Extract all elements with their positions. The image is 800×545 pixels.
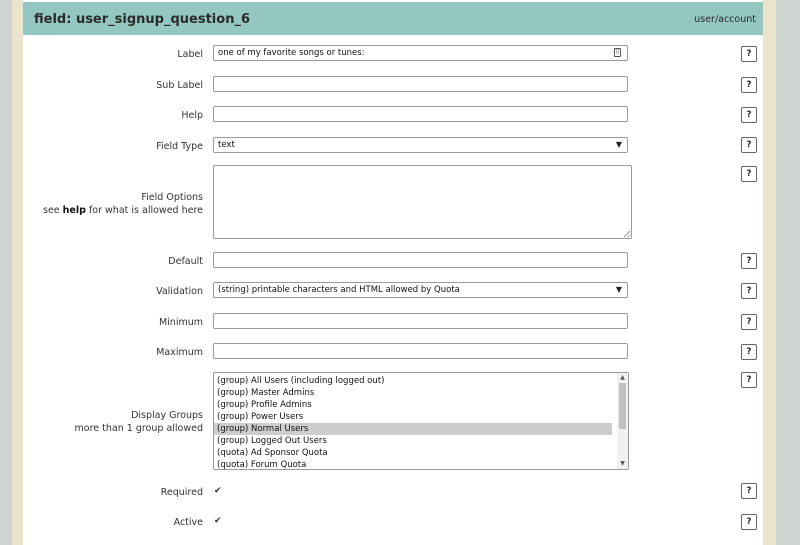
label-help-button[interactable]: ? (741, 46, 757, 62)
page-title: field: user_signup_question_6 (34, 12, 250, 27)
field-type-label: Field Type (156, 141, 203, 152)
validation-label: Validation (156, 286, 203, 297)
list-item[interactable]: (group) Profile Admins (217, 400, 312, 410)
maximum-help-button[interactable]: ? (741, 344, 757, 360)
sub-label-input[interactable] (213, 76, 628, 92)
active-checkbox[interactable]: ✔ (214, 516, 222, 526)
display-groups-label-text: Display Groups (131, 410, 203, 421)
scroll-up-icon[interactable]: ▲ (620, 374, 625, 381)
field-editor-panel (23, 0, 763, 545)
maximum-input[interactable] (213, 343, 628, 359)
field-options-help-link[interactable]: help (62, 205, 86, 216)
minimum-input[interactable] (213, 313, 628, 329)
field-options-label (43, 191, 203, 217)
label-field-label: Label (177, 49, 203, 60)
breadcrumb[interactable]: user/account (694, 14, 756, 25)
field-type-value: text (218, 140, 235, 150)
display-groups-note: more than 1 group allowed (74, 423, 203, 434)
field-type-select[interactable] (213, 137, 628, 153)
list-item[interactable]: (group) Master Admins (217, 388, 315, 398)
listbox-scrollbar[interactable] (617, 373, 628, 469)
sub-label-help-button[interactable]: ? (741, 77, 757, 93)
dropdown-arrow-icon: ▼ (615, 285, 622, 294)
list-item[interactable]: (quota) Forum Quota (217, 460, 307, 470)
keyboard-icon[interactable]: ⠿ (615, 49, 620, 56)
required-label: Required (160, 487, 203, 498)
default-label: Default (168, 256, 203, 267)
list-item-selected[interactable]: (group) Normal Users (214, 423, 612, 435)
display-groups-help-button[interactable]: ? (741, 372, 757, 388)
active-label: Active (173, 517, 203, 528)
help-input[interactable] (213, 106, 628, 122)
label-input-value: one of my favorite songs or tunes: (218, 48, 365, 58)
minimum-label: Minimum (158, 317, 203, 328)
field-options-label-text: Field Options (141, 192, 203, 203)
minimum-help-button[interactable]: ? (741, 314, 757, 330)
required-checkbox[interactable]: ✔ (214, 486, 222, 496)
required-help-button[interactable]: ? (741, 483, 757, 499)
field-options-help-button[interactable]: ? (741, 166, 757, 182)
list-item[interactable]: (quota) Ad Sponsor Quota (217, 448, 328, 458)
panel-header (23, 2, 763, 35)
help-field-label: Help (181, 110, 203, 121)
validation-value: (string) printable characters and HTML allowed by Quota (218, 285, 460, 295)
label-input[interactable] (213, 45, 628, 61)
default-help-button[interactable]: ? (741, 253, 757, 269)
list-item[interactable]: (group) All Users (including logged out) (217, 376, 385, 386)
display-groups-listbox[interactable] (213, 372, 629, 470)
list-item[interactable]: (group) Power Users (217, 412, 304, 422)
field-options-note-prefix: see (43, 205, 63, 216)
active-help-button[interactable]: ? (741, 514, 757, 530)
field-options-textarea[interactable] (213, 165, 632, 239)
list-item[interactable]: (group) Logged Out Users (217, 436, 327, 446)
field-options-note-suffix: for what is allowed here (85, 205, 203, 216)
dropdown-arrow-icon: ▼ (615, 140, 622, 149)
scroll-down-icon[interactable]: ▼ (620, 460, 625, 467)
sub-label-field-label: Sub Label (156, 80, 203, 91)
resize-grip-icon[interactable] (624, 231, 630, 237)
scrollbar-thumb[interactable] (619, 383, 626, 429)
default-input[interactable] (213, 252, 628, 268)
validation-help-button[interactable]: ? (741, 283, 757, 299)
display-groups-label (75, 409, 203, 435)
help-help-button[interactable]: ? (741, 107, 757, 123)
maximum-label: Maximum (156, 347, 203, 358)
validation-select[interactable] (213, 282, 628, 298)
field-type-help-button[interactable]: ? (741, 137, 757, 153)
